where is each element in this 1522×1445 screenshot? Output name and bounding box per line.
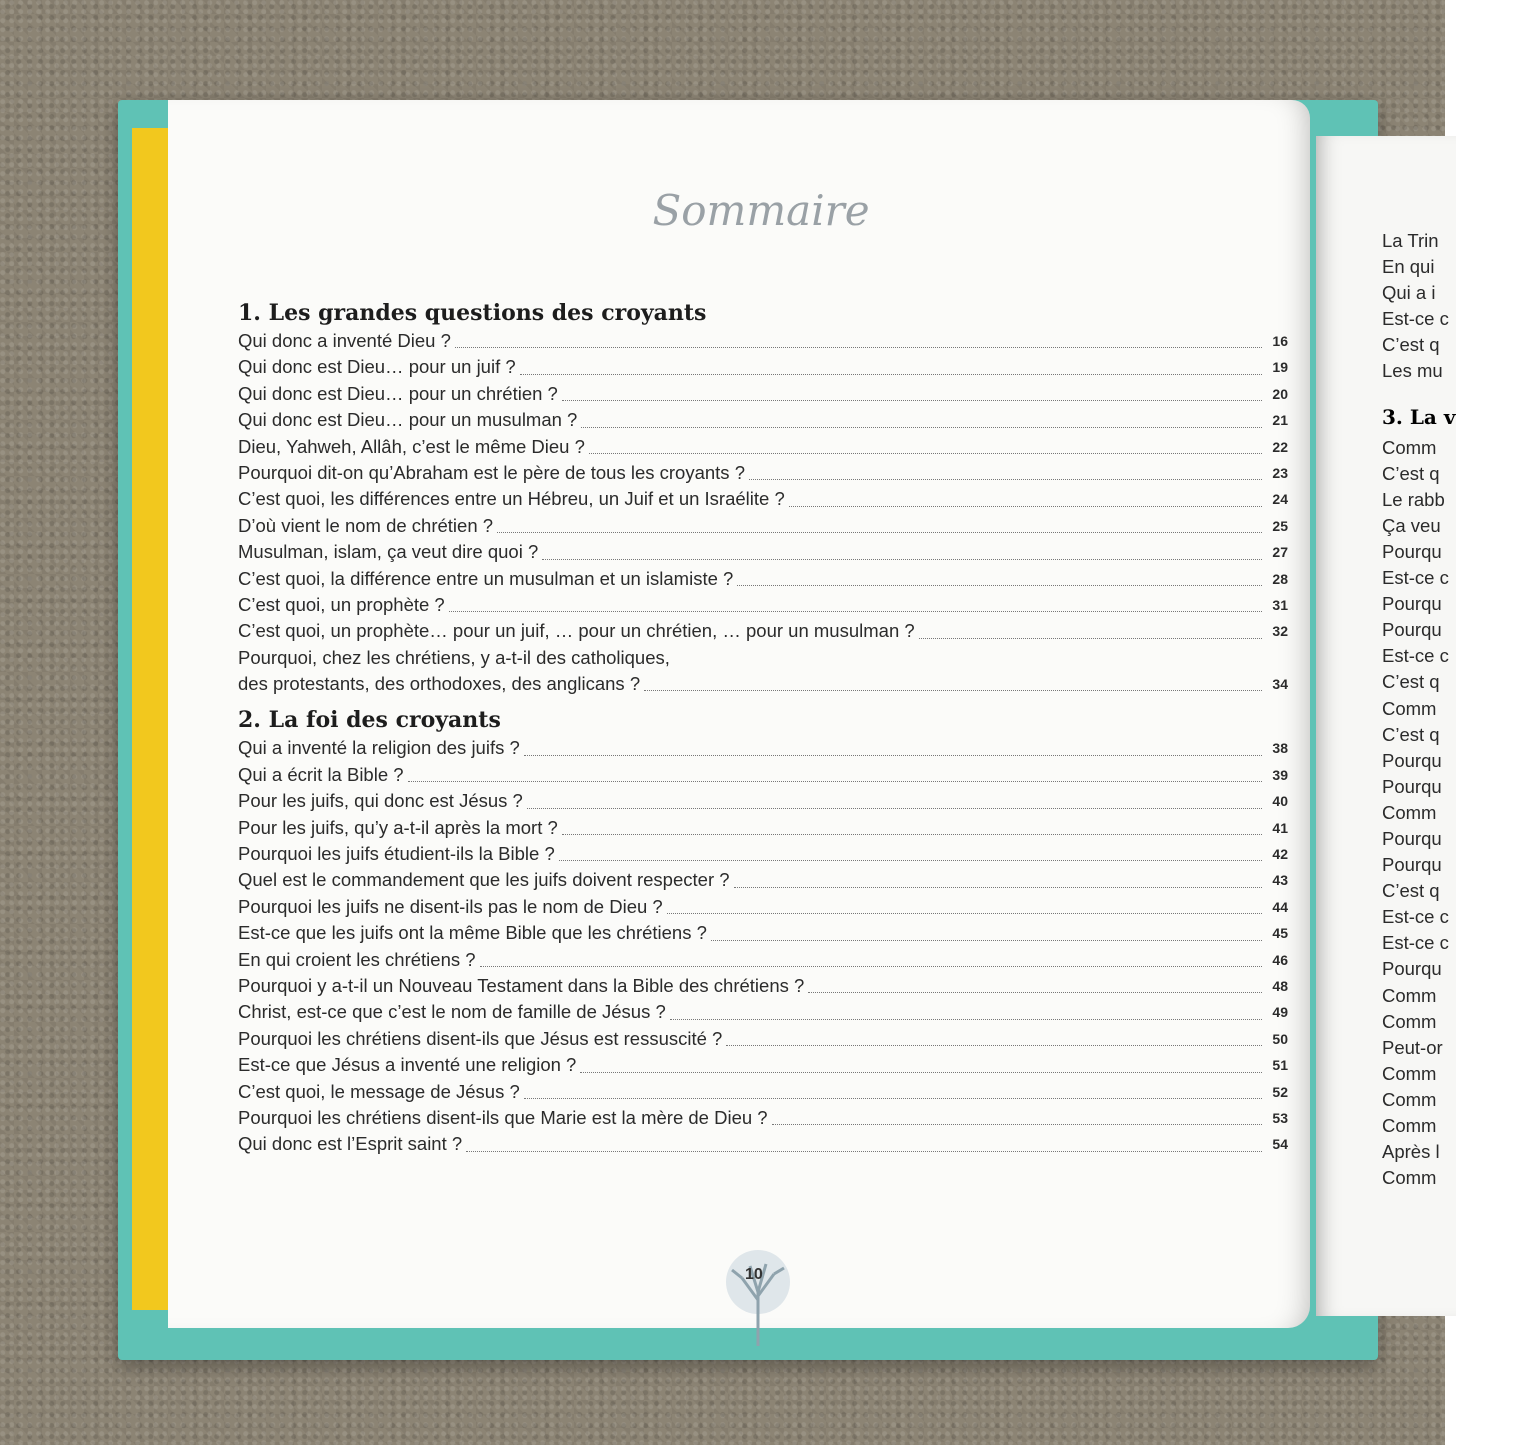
toc-entry-page: 54: [1272, 1136, 1288, 1153]
toc-entry-page: 22: [1272, 438, 1288, 455]
toc-entry: [238, 788, 1288, 814]
toc-entry: [238, 618, 1288, 644]
right-page-line: C’est q: [1382, 723, 1440, 745]
toc-entry-page: 32: [1272, 623, 1288, 640]
toc-entry-text: Pourquoi, chez les chrétiens, y a-t-il des catholiques,: [238, 646, 670, 668]
dot-leader: [644, 690, 1262, 691]
toc-entry-text: Dieu, Yahweh, Allâh, c’est le même Dieu ?: [238, 435, 585, 457]
toc-entry: [238, 1105, 1288, 1131]
dot-leader: [581, 427, 1262, 428]
toc-entry: [238, 815, 1288, 841]
dot-leader: [455, 347, 1262, 348]
dot-leader: [667, 913, 1262, 914]
right-page-line: Est-ce c: [1382, 308, 1449, 330]
toc-entry-text: D’où vient le nom de chrétien ?: [238, 514, 494, 536]
toc-entry-page: 31: [1272, 596, 1288, 613]
dot-leader: [789, 506, 1262, 507]
toc-entry-page: 20: [1272, 385, 1288, 402]
section-heading: 1. Les grandes questions des croyants: [238, 300, 707, 326]
toc-entry: [238, 762, 1288, 788]
toc-entry-text: Qui donc est l’Esprit saint ?: [238, 1133, 463, 1155]
toc-entry-text: Qui donc est Dieu… pour un musulman ?: [238, 409, 578, 431]
right-page-line: Pourqu: [1382, 619, 1442, 641]
toc-entry: [238, 735, 1288, 761]
toc-entry-text: Pour les juifs, qu’y a-t-il après la mort ?: [238, 816, 558, 838]
toc-entry: [238, 1131, 1288, 1157]
table-of-contents: [238, 300, 1288, 1158]
dot-leader: [772, 1124, 1262, 1125]
toc-entry-text: Pourquoi les chrétiens disent-ils que Marie est la mère de Dieu ?: [238, 1106, 768, 1128]
toc-entry: [238, 1026, 1288, 1052]
toc-entry: [238, 1079, 1288, 1105]
right-page-line: Pourqu: [1382, 775, 1442, 797]
dot-leader: [480, 966, 1262, 967]
right-page-line: Est-ce c: [1382, 906, 1449, 928]
toc-entry: [238, 973, 1288, 999]
right-page-line: Après l: [1382, 1141, 1440, 1163]
page-number: 10: [745, 1266, 763, 1283]
toc-entry-page: 53: [1272, 1109, 1288, 1126]
toc-entry-page: 23: [1272, 464, 1288, 481]
right-page-line: Pourqu: [1382, 749, 1442, 771]
toc-entry: [238, 1052, 1288, 1078]
right-page-line: Est-ce c: [1382, 645, 1449, 667]
dot-leader: [524, 1098, 1262, 1099]
dot-leader: [562, 834, 1262, 835]
section-entries: [238, 735, 1288, 1157]
toc-entry-text: des protestants, des orthodoxes, des anglicans ?: [238, 673, 641, 695]
toc-entry-text: C’est quoi, un prophète… pour un juif, … pour un chrétien, … pour un musulman ?: [238, 620, 915, 642]
dot-leader: [749, 479, 1262, 480]
toc-entry: [238, 999, 1288, 1025]
toc-entry-page: 27: [1272, 544, 1288, 561]
dot-leader: [737, 585, 1262, 586]
toc-entry-text: Pourquoi y a-t-il un Nouveau Testament dans la Bible des chrétiens ?: [238, 974, 805, 996]
toc-entry: [238, 328, 1288, 354]
toc-entry-text: Pourquoi les chrétiens disent-ils que Jésus est ressuscité ?: [238, 1027, 723, 1049]
right-page-line: Comm: [1382, 697, 1437, 719]
toc-entry-text: Quel est le commandement que les juifs doivent respecter ?: [238, 869, 730, 891]
section-entries: [238, 328, 1288, 697]
toc-entry-page: 44: [1272, 898, 1288, 915]
toc-entry-text: C’est quoi, la différence entre un musulman et un islamiste ?: [238, 567, 734, 589]
toc-entry: [238, 841, 1288, 867]
right-page-line: Est-ce c: [1382, 932, 1449, 954]
toc-entry: [238, 645, 1288, 671]
dot-leader: [808, 992, 1262, 993]
toc-entry-text: Qui a écrit la Bible ?: [238, 763, 404, 785]
toc-entry-text: C’est quoi, un prophète ?: [238, 593, 445, 615]
right-page-line: Comm: [1382, 1115, 1437, 1136]
toc-entry-text: C’est quoi, le message de Jésus ?: [238, 1080, 520, 1102]
toc-entry-page: 50: [1272, 1030, 1288, 1047]
right-page-line: Pourqu: [1382, 958, 1442, 980]
right-page-line: Ça veu: [1382, 514, 1441, 536]
right-page-line: Le rabb: [1382, 488, 1445, 510]
toc-entry-text: Est-ce que les juifs ont la même Bible que les chrétiens ?: [238, 922, 707, 944]
toc-entry-text: Qui a inventé la religion des juifs ?: [238, 737, 520, 759]
toc-entry: [238, 460, 1288, 486]
right-page-line: Pourqu: [1382, 827, 1442, 849]
toc-entry-page: 49: [1272, 1004, 1288, 1021]
right-page-line: Pourqu: [1382, 593, 1442, 615]
right-page-line: C’est q: [1382, 880, 1440, 902]
right-page-lines: [1382, 228, 1455, 1191]
toc-entry-page: 48: [1272, 977, 1288, 994]
dot-leader: [497, 532, 1262, 533]
dot-leader: [559, 860, 1262, 861]
toc-entry: [238, 894, 1288, 920]
toc-entry-text: En qui croient les chrétiens ?: [238, 948, 476, 970]
dot-leader: [466, 1151, 1262, 1152]
toc-entry-page: 38: [1272, 740, 1288, 757]
dot-leader: [449, 611, 1262, 612]
toc-entry: [238, 671, 1288, 697]
dot-leader: [542, 559, 1262, 560]
dot-leader: [734, 887, 1262, 888]
toc-entry-page: 25: [1272, 517, 1288, 534]
toc-entry-page: 28: [1272, 570, 1288, 587]
right-page-line: Qui a i: [1382, 282, 1436, 304]
toc-entry: [238, 486, 1288, 512]
toc-entry-page: 51: [1272, 1057, 1288, 1074]
page-title: Sommaire: [652, 186, 870, 235]
dot-leader: [527, 808, 1262, 809]
toc-entry: [238, 354, 1288, 380]
dot-leader: [520, 374, 1262, 375]
right-section-heading: 3. La v: [1382, 404, 1456, 429]
toc-entry-page: 39: [1272, 766, 1288, 783]
toc-entry: [238, 566, 1288, 592]
dot-leader: [580, 1072, 1262, 1073]
toc-entry: [238, 407, 1288, 433]
toc-entry-text: Pourquoi les juifs étudient-ils la Bible ?: [238, 843, 555, 865]
right-page-line: Pourqu: [1382, 540, 1442, 562]
toc-entry: [238, 539, 1288, 565]
toc-entry-page: 34: [1272, 676, 1288, 693]
toc-entry-page: 40: [1272, 793, 1288, 810]
toc-entry-text: Pourquoi les juifs ne disent-ils pas le nom de Dieu ?: [238, 895, 663, 917]
right-page-line: Les mu: [1382, 360, 1443, 382]
dot-leader: [524, 755, 1262, 756]
toc-entry: [238, 867, 1288, 893]
toc-entry-text: Pour les juifs, qui donc est Jésus ?: [238, 790, 523, 812]
toc-entry-page: 42: [1272, 846, 1288, 863]
right-page-line: La Trin: [1382, 230, 1439, 251]
toc-entry-page: 45: [1272, 925, 1288, 942]
dot-leader: [589, 453, 1262, 454]
toc-entry-page: 19: [1272, 359, 1288, 376]
toc-entry: [238, 947, 1288, 973]
right-page-line: Comm: [1382, 1010, 1437, 1032]
right-page-line: C’est q: [1382, 334, 1440, 356]
toc-entry-text: Qui donc est Dieu… pour un chrétien ?: [238, 382, 558, 404]
toc-entry-text: C’est quoi, les différences entre un Hébreu, un Juif et un Israélite ?: [238, 488, 785, 510]
toc-entry-page: 46: [1272, 951, 1288, 968]
toc-entry-page: 21: [1272, 412, 1288, 429]
toc-entry-page: 41: [1272, 819, 1288, 836]
toc-entry: [238, 592, 1288, 618]
right-page-line: C’est q: [1382, 462, 1440, 484]
right-page-line: Comm: [1382, 1062, 1437, 1084]
toc-entry-text: Qui donc a inventé Dieu ?: [238, 329, 451, 351]
tree-icon: [716, 1248, 800, 1348]
right-page-line: En qui: [1382, 256, 1435, 278]
dot-leader: [408, 781, 1262, 782]
dot-leader: [726, 1045, 1262, 1046]
dot-leader: [670, 1019, 1262, 1020]
toc-entry: [238, 434, 1288, 460]
toc-entry-page: 43: [1272, 872, 1288, 889]
right-page-line: Comm: [1382, 436, 1437, 458]
toc-entry-text: Est-ce que Jésus a inventé une religion ?: [238, 1054, 577, 1076]
toc-entry-page: 24: [1272, 491, 1288, 508]
dot-leader: [562, 400, 1262, 401]
toc-entry-text: Musulman, islam, ça veut dire quoi ?: [238, 541, 539, 563]
section-heading: 2. La foi des croyants: [238, 707, 501, 734]
right-page-line: Comm: [1382, 1088, 1437, 1110]
toc-entry-text: Pourquoi dit-on qu’Abraham est le père de tous les croyants ?: [238, 461, 745, 483]
right-page-line: Peut-or: [1382, 1036, 1443, 1058]
toc-entry-page: 52: [1272, 1083, 1288, 1100]
toc-entry: [238, 920, 1288, 946]
right-page: [1316, 136, 1456, 1316]
toc-entry-text: Qui donc est Dieu… pour un juif ?: [238, 356, 516, 378]
toc-entry-text: Christ, est-ce que c’est le nom de famille de Jésus ?: [238, 1001, 666, 1023]
dot-leader: [919, 638, 1262, 639]
toc-entry: [238, 513, 1288, 539]
right-page-line: Comm: [1382, 984, 1437, 1006]
dot-leader: [711, 940, 1262, 941]
right-page-line: Comm: [1382, 801, 1437, 823]
toc-entry: [238, 381, 1288, 407]
right-page-line: Est-ce c: [1382, 567, 1449, 589]
toc-entry-page: 16: [1272, 332, 1288, 349]
right-page-line: C’est q: [1382, 671, 1440, 693]
right-page-line: Pourqu: [1382, 854, 1442, 876]
right-page-line: Comm: [1382, 1167, 1437, 1189]
